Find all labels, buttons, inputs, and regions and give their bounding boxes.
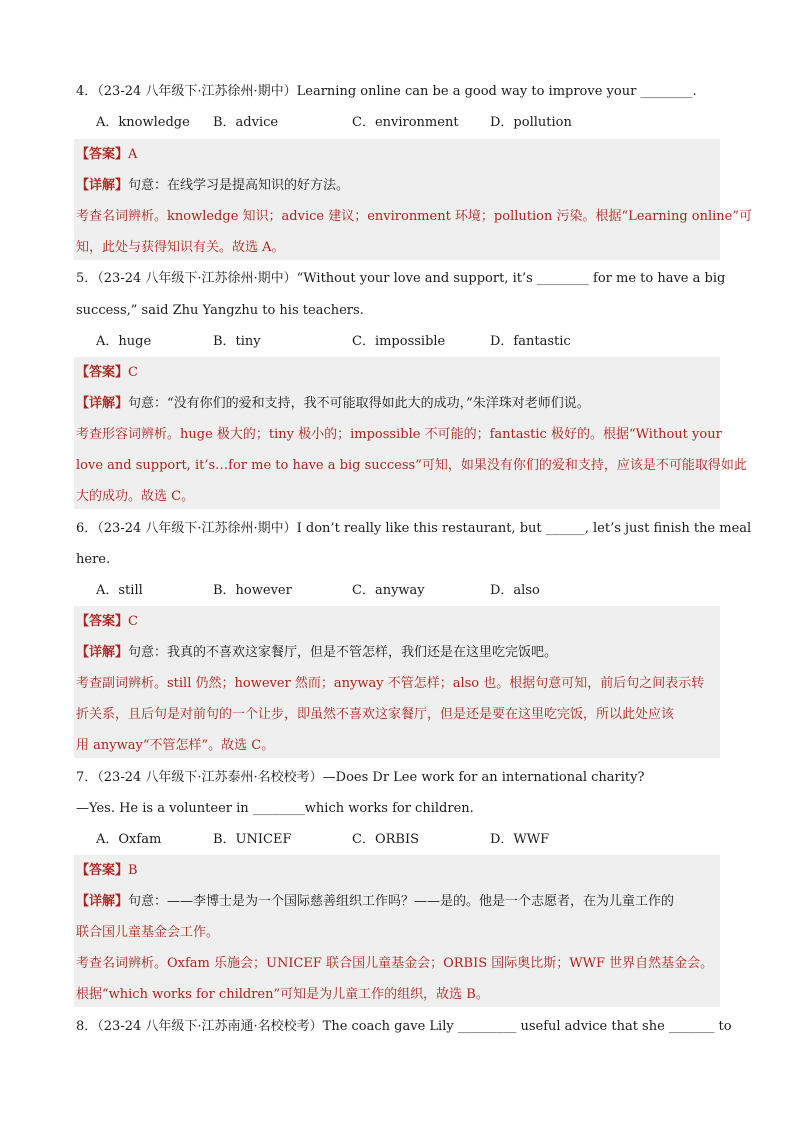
detail-text: 折关系，且后句是对前句的一个让步，即虽然不喜欢这家餐厅，但是还是要在这里吃完饭，所以此处应该 (76, 707, 675, 722)
answer-value: B (128, 863, 138, 878)
option-d: D．also (490, 583, 540, 598)
option-d: D．pollution (490, 115, 572, 130)
detail-line-q7 (76, 893, 674, 911)
option-d: D．WWF (490, 832, 550, 847)
detail-text: 句意：——李博士是为一个国际慈善组织工作吗？——是的。他是一个志愿者，在为儿童工作的 (128, 894, 675, 909)
question-8-stem: 8．（23-24 八年级下·江苏南通·名校校考）The coach gave Lily _________ useful advice that she _______ to (76, 1019, 732, 1034)
answer-line-q5 (76, 364, 138, 382)
detail-tag: 【详解】 (76, 645, 129, 660)
detail-text: 考查名词辨析。knowledge 知识；advice 建议；environment 环境；pollution 污染。根据“Learning online”可 (76, 209, 753, 224)
answer-tag: 【答案】 (76, 365, 129, 380)
option-a: A．knowledge (96, 115, 190, 130)
option-b: B．UNICEF (213, 832, 292, 847)
option-b: B．advice (213, 115, 279, 130)
option-b: B．however (213, 583, 292, 598)
option-c: C．environment (352, 115, 459, 130)
option-a: A．Oxfam (96, 832, 162, 847)
answer-value: C (128, 365, 138, 380)
answer-tag: 【答案】 (76, 147, 129, 162)
question-6-stem: 6．（23-24 八年级下·江苏徐州·期中）I don’t really like this restaurant, but ______, let’s just finish the meal (76, 521, 752, 536)
option-c: C．ORBIS (352, 832, 419, 847)
answer-value: A (128, 147, 138, 162)
option-a: A．still (96, 583, 143, 598)
question-5-stem-cont: success,” said Zhu Yangzhu to his teachers. (76, 303, 364, 318)
answer-value: C (128, 614, 138, 629)
detail-text: 考查形容词辨析。huge 极大的；tiny 极小的；impossible 不可能的；fantastic 极好的。根据“Without your (76, 427, 722, 442)
option-b: B．tiny (213, 334, 261, 349)
detail-text: 根据“which works for children”可知是为儿童工作的组织，故选 B。 (76, 987, 489, 1002)
detail-line-q5 (76, 395, 590, 413)
detail-tag: 【详解】 (76, 894, 129, 909)
question-5-stem: 5．（23-24 八年级下·江苏徐州·期中）“Without your love and support, it’s ________ for me to have a big (76, 271, 726, 286)
detail-line-q4 (76, 177, 349, 195)
question-7-stem-cont: —Yes. He is a volunteer in ________which works for children. (76, 801, 474, 816)
option-a: A．huge (96, 334, 152, 349)
detail-tag: 【详解】 (76, 396, 129, 411)
option-c: C．impossible (352, 334, 446, 349)
question-7-stem: 7．（23-24 八年级下·江苏泰州·名校校考）—Does Dr Lee work for an international charity? (76, 770, 645, 785)
detail-text: 句意：在线学习是提高知识的好方法。 (128, 178, 350, 193)
detail-text: 考查名词辨析。Oxfam 乐施会；UNICEF 联合国儿童基金会；ORBIS 国际奥比斯；WWF 世界自然基金会。 (76, 956, 714, 971)
question-6-stem-cont: here. (76, 552, 111, 567)
detail-text: 联合国儿童基金会工作。 (76, 925, 220, 940)
answer-line-q4 (76, 146, 137, 164)
detail-text: 句意：“没有你们的爱和支持，我不可能取得如此大的成功，”朱洋珠对老师们说。 (128, 396, 590, 411)
option-c: C．anyway (352, 583, 425, 598)
question-4-stem: 4．（23-24 八年级下·江苏徐州·期中）Learning online can be a good way to improve your ________. (76, 84, 697, 99)
option-d: D．fantastic (490, 334, 571, 349)
detail-tag: 【详解】 (76, 178, 129, 193)
answer-line-q7 (76, 862, 138, 880)
detail-text: 大的成功。故选 C。 (76, 489, 195, 504)
detail-text: 句意：我真的不喜欢这家餐厅，但是不管怎样，我们还是在这里吃完饭吧。 (128, 645, 558, 660)
answer-tag: 【答案】 (76, 614, 129, 629)
detail-text: 知，此处与获得知识有关。故选 A。 (76, 240, 285, 255)
answer-tag: 【答案】 (76, 863, 129, 878)
detail-line-q6 (76, 644, 557, 662)
detail-text: love and support, it’s…for me to have a big success”可知，如果没有你们的爱和支持，应该是不可能取得如此 (76, 458, 747, 473)
detail-text: 考查副词辨析。still 仍然；however 然而；anyway 不管怎样；also 也。根据句意可知，前后句之间表示转 (76, 676, 705, 691)
answer-line-q6 (76, 613, 138, 631)
detail-text: 用 anyway“不管怎样”。故选 C。 (76, 738, 275, 753)
